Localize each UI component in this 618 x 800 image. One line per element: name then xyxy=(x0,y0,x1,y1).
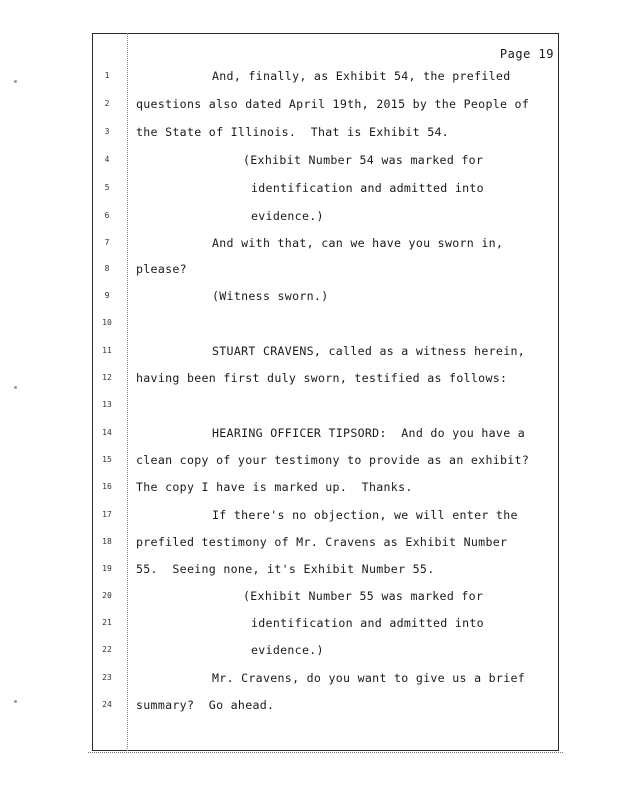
line-text: (Exhibit Number 55 was marked for xyxy=(243,589,484,603)
line-text: (Witness sworn.) xyxy=(212,289,329,303)
line-number: 4 xyxy=(104,155,110,164)
transcript-line xyxy=(0,426,618,446)
line-number: 2 xyxy=(104,99,110,108)
line-number: 11 xyxy=(102,346,112,355)
transcript-line xyxy=(0,698,618,718)
line-number: 10 xyxy=(102,318,112,327)
line-number: 20 xyxy=(102,591,112,600)
line-number: 22 xyxy=(102,645,112,654)
line-number: 13 xyxy=(102,400,112,409)
line-text: evidence.) xyxy=(251,209,324,223)
line-text: And with that, can we have you sworn in, xyxy=(212,236,504,250)
line-number: 1 xyxy=(104,71,110,80)
transcript-line xyxy=(0,344,618,364)
transcript-line xyxy=(0,562,618,582)
line-number: 21 xyxy=(102,618,112,627)
transcript-line xyxy=(0,289,618,309)
line-number: 19 xyxy=(102,564,112,573)
transcript-line xyxy=(0,480,618,500)
line-number: 14 xyxy=(102,428,112,437)
line-number: 6 xyxy=(104,211,110,220)
line-number: 23 xyxy=(102,673,112,682)
transcript-line xyxy=(0,589,618,609)
transcript-line xyxy=(0,398,618,418)
line-text: summary? Go ahead. xyxy=(136,698,275,712)
line-text: If there's no objection, we will enter the xyxy=(212,508,518,522)
line-number: 3 xyxy=(104,127,110,136)
line-number: 8 xyxy=(104,264,110,273)
line-text: Mr. Cravens, do you want to give us a brief xyxy=(212,671,526,685)
line-text: prefiled testimony of Mr. Cravens as Exhibit Number xyxy=(136,535,508,549)
line-text: please? xyxy=(136,262,187,276)
page-number: Page 19 xyxy=(499,47,554,61)
transcript-line xyxy=(0,97,618,117)
line-number: 7 xyxy=(104,238,110,247)
line-text: clean copy of your testimony to provide as an exhibit? xyxy=(136,453,530,467)
line-text: the State of Illinois. That is Exhibit 54. xyxy=(136,125,450,139)
line-number: 15 xyxy=(102,455,112,464)
line-number: 16 xyxy=(102,482,112,491)
transcript-line xyxy=(0,69,618,89)
line-number: 5 xyxy=(104,183,110,192)
transcript-line xyxy=(0,535,618,555)
line-text: And, finally, as Exhibit 54, the prefiled xyxy=(212,69,511,83)
transcript-line xyxy=(0,262,618,282)
transcript-line xyxy=(0,643,618,663)
transcript-line xyxy=(0,209,618,229)
transcript-line xyxy=(0,508,618,528)
transcript-line xyxy=(0,371,618,391)
line-number: 9 xyxy=(104,291,110,300)
transcript-line xyxy=(0,125,618,145)
line-number: 18 xyxy=(102,537,112,546)
line-number: 12 xyxy=(102,373,112,382)
line-text: questions also dated April 19th, 2015 by the People of xyxy=(136,97,530,111)
line-text: having been first duly sworn, testified as follows: xyxy=(136,371,508,385)
transcript-line xyxy=(0,236,618,256)
line-number: 17 xyxy=(102,510,112,519)
transcript-line xyxy=(0,671,618,691)
line-text: 55. Seeing none, it's Exhibit Number 55. xyxy=(136,562,435,576)
transcript-line xyxy=(0,453,618,473)
line-text: identification and admitted into xyxy=(251,616,484,630)
transcript-line xyxy=(0,153,618,173)
scan-speck xyxy=(14,700,17,703)
line-text: evidence.) xyxy=(251,643,324,657)
line-text: identification and admitted into xyxy=(251,181,484,195)
line-text: The copy I have is marked up. Thanks. xyxy=(136,480,413,494)
transcript-line xyxy=(0,616,618,636)
line-text: (Exhibit Number 54 was marked for xyxy=(243,153,484,167)
line-text: HEARING OFFICER TIPSORD: And do you have a xyxy=(212,426,526,440)
scan-speck xyxy=(14,80,17,83)
line-text: STUART CRAVENS, called as a witness herein, xyxy=(212,344,526,358)
transcript-line xyxy=(0,181,618,201)
line-number: 24 xyxy=(102,700,112,709)
scan-speck xyxy=(14,386,17,389)
transcript-line xyxy=(0,316,618,336)
bottom-rule xyxy=(88,752,563,753)
